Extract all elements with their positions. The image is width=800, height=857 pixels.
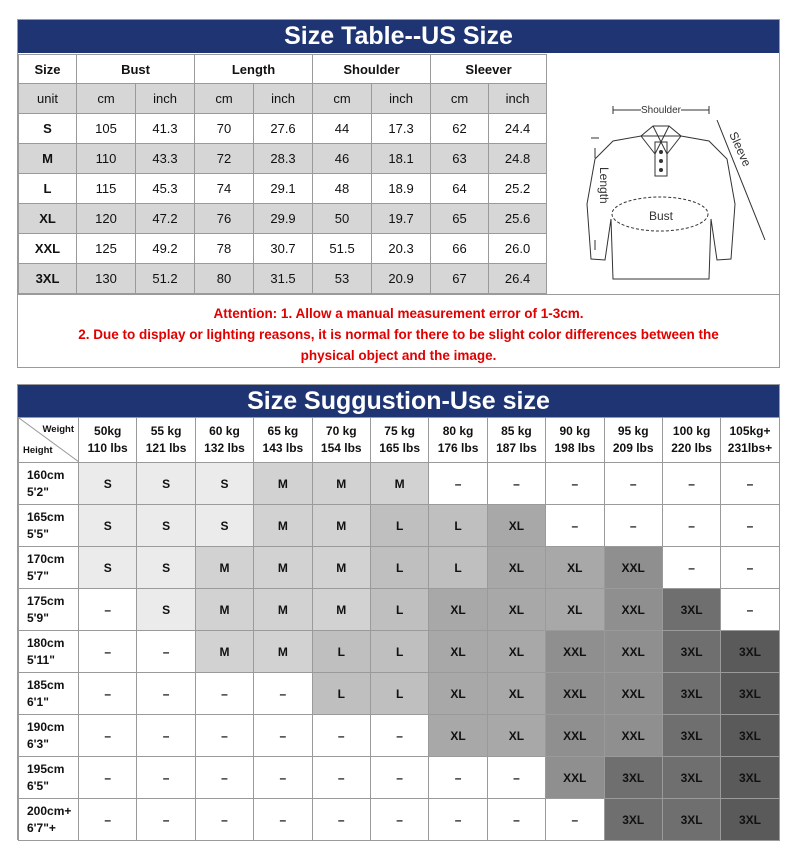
size-cell: XL xyxy=(19,204,77,234)
suggested-size-cell: L xyxy=(370,631,428,673)
suggested-size-cell: XXL xyxy=(546,673,604,715)
suggested-size-cell: S xyxy=(79,505,137,547)
weight-lbs: 231lbs+ xyxy=(727,441,773,455)
suggested-size-cell: L xyxy=(312,673,370,715)
suggested-size-cell: S xyxy=(137,547,195,589)
weight-header-cell xyxy=(137,418,195,463)
height-ft: 5'2" xyxy=(27,484,49,499)
measurement-cell: 29.9 xyxy=(254,204,313,234)
size-suggestion-section xyxy=(17,384,780,840)
suggested-size-cell: – xyxy=(429,757,487,799)
height-header-cell xyxy=(19,757,79,799)
weight-header-row xyxy=(19,418,780,463)
size-row xyxy=(19,234,547,264)
measurement-cell: 24.8 xyxy=(489,144,547,174)
header-sleever: Sleever xyxy=(431,55,547,84)
weight-header-cell xyxy=(487,418,545,463)
weight-kg: 55 kg xyxy=(150,424,182,438)
weight-lbs: 176 lbs xyxy=(437,441,479,455)
measurement-cell: 45.3 xyxy=(136,174,195,204)
suggested-size-cell: – xyxy=(195,757,253,799)
measurement-cell: 41.3 xyxy=(136,114,195,144)
suggested-size-cell: – xyxy=(487,799,545,841)
suggested-size-cell: L xyxy=(370,589,428,631)
weight-lbs: 220 lbs xyxy=(671,441,712,455)
suggested-size-cell: – xyxy=(429,463,487,505)
measurement-cell: 63 xyxy=(431,144,489,174)
suggested-size-cell: M xyxy=(312,463,370,505)
suggested-size-cell: XL xyxy=(429,715,487,757)
suggested-size-cell: M xyxy=(370,463,428,505)
height-ft: 5'9" xyxy=(27,610,49,625)
suggested-size-cell: XL xyxy=(429,631,487,673)
measurement-cell: 70 xyxy=(195,114,254,144)
size-suggestion-title: Size Suggustion-Use size xyxy=(18,385,779,417)
suggested-size-cell: M xyxy=(312,547,370,589)
measurement-cell: 29.1 xyxy=(254,174,313,204)
suggested-size-cell: S xyxy=(79,463,137,505)
suggested-size-cell: – xyxy=(137,715,195,757)
suggested-size-cell: M xyxy=(195,589,253,631)
suggested-size-cell: – xyxy=(370,799,428,841)
suggested-size-cell: 3XL xyxy=(604,757,662,799)
suggested-size-cell: – xyxy=(137,631,195,673)
height-cm: 195cm xyxy=(27,761,65,776)
weight-kg: 95 kg xyxy=(617,424,649,438)
suggested-size-cell: XL xyxy=(487,673,545,715)
suggested-size-cell: S xyxy=(137,463,195,505)
attention-note xyxy=(18,294,779,367)
weight-lbs: 187 lbs xyxy=(496,441,537,455)
suggested-size-cell: XXL xyxy=(604,589,662,631)
suggested-size-cell: – xyxy=(254,715,312,757)
suggested-size-cell: 3XL xyxy=(662,589,720,631)
suggested-size-cell: M xyxy=(254,631,312,673)
measurement-cell: 62 xyxy=(431,114,489,144)
suggested-size-cell: 3XL xyxy=(721,757,779,799)
height-row xyxy=(19,757,780,799)
suggested-size-cell: 3XL xyxy=(721,715,779,757)
height-header-cell xyxy=(19,673,79,715)
height-row xyxy=(19,547,780,589)
measurement-cell: 26.0 xyxy=(489,234,547,264)
height-header-cell xyxy=(19,589,79,631)
suggested-size-cell: XL xyxy=(546,547,604,589)
weight-kg: 80 kg xyxy=(442,424,474,438)
height-ft: 6'7"+ xyxy=(27,820,56,835)
height-ft: 6'5" xyxy=(27,778,49,793)
weight-kg: 100 kg xyxy=(672,424,711,438)
suggested-size-cell: XXL xyxy=(604,547,662,589)
suggested-size-cell: – xyxy=(662,505,720,547)
weight-lbs: 132 lbs xyxy=(204,441,245,455)
suggested-size-cell: XXL xyxy=(604,715,662,757)
height-ft: 5'5" xyxy=(27,526,49,541)
height-cm: 190cm xyxy=(27,719,65,734)
measurement-cell: 46 xyxy=(313,144,372,174)
height-cm: 160cm xyxy=(27,467,65,482)
measurement-cell: 67 xyxy=(431,264,489,294)
diagram-length-label: Length xyxy=(597,167,611,204)
measurement-cell: 78 xyxy=(195,234,254,264)
measurement-cell: 26.4 xyxy=(489,264,547,294)
suggested-size-cell: – xyxy=(79,673,137,715)
suggested-size-cell: 3XL xyxy=(662,799,720,841)
measurement-cell: 120 xyxy=(77,204,136,234)
suggested-size-cell: XL xyxy=(487,715,545,757)
suggested-size-cell: M xyxy=(254,463,312,505)
suggested-size-cell: XXL xyxy=(546,631,604,673)
measurement-cell: 125 xyxy=(77,234,136,264)
size-table-title: Size Table--US Size xyxy=(18,20,779,53)
suggested-size-cell: – xyxy=(721,589,779,631)
measurement-cell: 17.3 xyxy=(372,114,431,144)
weight-kg: 65 kg xyxy=(267,424,299,438)
suggested-size-cell: 3XL xyxy=(721,631,779,673)
size-row xyxy=(19,114,547,144)
measurement-cell: 25.2 xyxy=(489,174,547,204)
weight-header-cell xyxy=(546,418,604,463)
height-header-cell xyxy=(19,715,79,757)
suggested-size-cell: XXL xyxy=(604,631,662,673)
suggested-size-cell: L xyxy=(312,631,370,673)
measurement-cell: 20.9 xyxy=(372,264,431,294)
size-cell: S xyxy=(19,114,77,144)
suggested-size-cell: – xyxy=(546,463,604,505)
header-size: Size xyxy=(19,55,77,84)
suggested-size-cell: – xyxy=(721,505,779,547)
suggested-size-cell: L xyxy=(370,547,428,589)
measurement-cell: 105 xyxy=(77,114,136,144)
measurement-cell: 50 xyxy=(313,204,372,234)
height-cm: 175cm xyxy=(27,593,65,608)
suggested-size-cell: XL xyxy=(487,505,545,547)
suggested-size-cell: L xyxy=(370,505,428,547)
diagram-shoulder-label: Shoulder xyxy=(640,105,682,116)
size-cell: 3XL xyxy=(19,264,77,294)
suggested-size-cell: – xyxy=(254,673,312,715)
suggested-size-cell: XL xyxy=(429,673,487,715)
suggested-size-cell: – xyxy=(370,757,428,799)
weight-header-cell xyxy=(254,418,312,463)
height-cm: 180cm xyxy=(27,635,65,650)
unit-cell: cm xyxy=(77,84,136,114)
measurement-cell: 130 xyxy=(77,264,136,294)
attention-line: 2. Due to display or lighting reasons, it is normal for there to be slight color differences between the xyxy=(78,327,719,342)
suggested-size-cell: – xyxy=(254,757,312,799)
suggested-size-cell: S xyxy=(79,547,137,589)
weight-kg: 85 kg xyxy=(501,424,532,438)
suggested-size-cell: XXL xyxy=(546,715,604,757)
weight-header-cell xyxy=(79,418,137,463)
suggested-size-cell: XXL xyxy=(604,673,662,715)
height-cm: 185cm xyxy=(27,677,65,692)
measurement-cell: 51.5 xyxy=(313,234,372,264)
suggested-size-cell: – xyxy=(721,547,779,589)
measurement-cell: 51.2 xyxy=(136,264,195,294)
height-header-cell xyxy=(19,799,79,841)
suggested-size-cell: M xyxy=(312,505,370,547)
height-ft: 6'3" xyxy=(27,736,49,751)
measurement-cell: 76 xyxy=(195,204,254,234)
suggested-size-cell: – xyxy=(662,463,720,505)
suggested-size-cell: – xyxy=(721,463,779,505)
diagram-bust-label: Bust xyxy=(648,209,674,223)
weight-kg: 75 kg xyxy=(384,424,415,438)
attention-line: physical object and the image. xyxy=(300,348,497,363)
unit-cell: cm xyxy=(195,84,254,114)
suggested-size-cell: – xyxy=(195,673,253,715)
suggested-size-cell: 3XL xyxy=(662,757,720,799)
weight-kg: 50kg xyxy=(94,424,122,438)
size-row xyxy=(19,264,547,294)
suggested-size-cell: 3XL xyxy=(662,715,720,757)
weight-header-cell xyxy=(721,418,779,463)
suggested-size-cell: 3XL xyxy=(604,799,662,841)
measurement-cell: 43.3 xyxy=(136,144,195,174)
weight-lbs: 165 lbs xyxy=(379,441,420,455)
suggested-size-cell: L xyxy=(429,505,487,547)
suggested-size-cell: – xyxy=(487,463,545,505)
weight-kg: 105kg+ xyxy=(729,424,771,438)
suggested-size-cell: S xyxy=(195,463,253,505)
suggested-size-cell: XL xyxy=(487,631,545,673)
size-cell: M xyxy=(19,144,77,174)
suggested-size-cell: – xyxy=(429,799,487,841)
measurement-cell: 44 xyxy=(313,114,372,144)
suggested-size-cell: XL xyxy=(429,589,487,631)
height-header-cell xyxy=(19,463,79,505)
suggested-size-cell: – xyxy=(79,715,137,757)
size-cell: XXL xyxy=(19,234,77,264)
suggested-size-cell: S xyxy=(195,505,253,547)
height-cm: 165cm xyxy=(27,509,65,524)
height-cm: 200cm+ xyxy=(27,803,72,818)
suggested-size-cell: – xyxy=(79,799,137,841)
weight-lbs: 121 lbs xyxy=(145,441,187,455)
height-ft: 5'7" xyxy=(27,568,49,583)
weight-lbs: 209 lbs xyxy=(612,441,654,455)
unit-cell: inch xyxy=(136,84,195,114)
table-corner xyxy=(19,418,79,463)
suggested-size-cell: M xyxy=(254,589,312,631)
size-table-unit-row xyxy=(19,84,547,114)
suggested-size-cell: L xyxy=(370,673,428,715)
corner-height-label: Height xyxy=(23,445,53,456)
suggested-size-cell: M xyxy=(195,631,253,673)
height-row xyxy=(19,673,780,715)
size-table-section xyxy=(17,19,780,368)
weight-header-cell xyxy=(312,418,370,463)
suggested-size-cell: XL xyxy=(487,589,545,631)
measurement-cell: 27.6 xyxy=(254,114,313,144)
suggested-size-cell: – xyxy=(312,757,370,799)
suggested-size-cell: – xyxy=(604,505,662,547)
measurement-cell: 64 xyxy=(431,174,489,204)
measurement-cell: 110 xyxy=(77,144,136,174)
measurement-cell: 20.3 xyxy=(372,234,431,264)
unit-cell: inch xyxy=(254,84,313,114)
size-row xyxy=(19,204,547,234)
suggested-size-cell: 3XL xyxy=(721,799,779,841)
diagram-sleeve-label: Sleeve xyxy=(726,129,754,169)
suggested-size-cell: – xyxy=(137,799,195,841)
measurement-cell: 19.7 xyxy=(372,204,431,234)
weight-header-cell xyxy=(604,418,662,463)
suggested-size-cell: 3XL xyxy=(662,631,720,673)
suggested-size-cell: 3XL xyxy=(721,673,779,715)
measurement-cell: 115 xyxy=(77,174,136,204)
height-row xyxy=(19,715,780,757)
measurement-cell: 28.3 xyxy=(254,144,313,174)
height-row xyxy=(19,631,780,673)
height-row xyxy=(19,463,780,505)
measurement-cell: 65 xyxy=(431,204,489,234)
attention-line: Attention: 1. Allow a manual measurement error of 1-3cm. xyxy=(213,306,584,321)
suggested-size-cell: – xyxy=(195,715,253,757)
weight-header-cell xyxy=(370,418,428,463)
suggested-size-cell: XXL xyxy=(546,757,604,799)
size-suggestion-table xyxy=(18,417,780,841)
suggested-size-cell: – xyxy=(137,673,195,715)
unit-cell: inch xyxy=(489,84,547,114)
suggested-size-cell: M xyxy=(254,547,312,589)
weight-kg: 70 kg xyxy=(325,424,357,438)
size-row xyxy=(19,174,547,204)
suggested-size-cell: – xyxy=(546,505,604,547)
suggested-size-cell: M xyxy=(254,505,312,547)
height-header-cell xyxy=(19,631,79,673)
suggested-size-cell: L xyxy=(429,547,487,589)
weight-kg: 60 kg xyxy=(209,424,240,438)
measurement-cell: 48 xyxy=(313,174,372,204)
size-cell: L xyxy=(19,174,77,204)
suggested-size-cell: S xyxy=(137,589,195,631)
measurement-cell: 53 xyxy=(313,264,372,294)
header-length: Length xyxy=(195,55,313,84)
suggested-size-cell: – xyxy=(195,799,253,841)
weight-lbs: 143 lbs xyxy=(262,441,304,455)
weight-kg: 90 kg xyxy=(559,424,591,438)
header-shoulder: Shoulder xyxy=(313,55,431,84)
suggested-size-cell: XL xyxy=(487,547,545,589)
suggested-size-cell: – xyxy=(487,757,545,799)
height-cm: 170cm xyxy=(27,551,65,566)
suggested-size-cell: – xyxy=(662,547,720,589)
height-row xyxy=(19,589,780,631)
suggested-size-cell: M xyxy=(195,547,253,589)
corner-weight-label: Weight xyxy=(42,424,74,435)
measurement-cell: 72 xyxy=(195,144,254,174)
measurement-cell: 74 xyxy=(195,174,254,204)
suggested-size-cell: XL xyxy=(546,589,604,631)
weight-header-cell xyxy=(662,418,720,463)
suggested-size-cell: – xyxy=(546,799,604,841)
height-header-cell xyxy=(19,505,79,547)
suggested-size-cell: – xyxy=(79,589,137,631)
measurement-cell: 30.7 xyxy=(254,234,313,264)
suggested-size-cell: S xyxy=(137,505,195,547)
height-row xyxy=(19,799,780,841)
measurement-cell: 18.9 xyxy=(372,174,431,204)
shirt-measurement-diagram xyxy=(546,54,779,294)
suggested-size-cell: M xyxy=(312,589,370,631)
unit-cell: cm xyxy=(431,84,489,114)
weight-header-cell xyxy=(429,418,487,463)
size-table-header-row xyxy=(19,55,547,84)
shirt-diagram-svg xyxy=(547,54,779,294)
measurement-cell: 80 xyxy=(195,264,254,294)
measurement-cell: 49.2 xyxy=(136,234,195,264)
size-row xyxy=(19,144,547,174)
weight-header-cell xyxy=(195,418,253,463)
weight-lbs: 198 lbs xyxy=(554,441,596,455)
measurement-cell: 18.1 xyxy=(372,144,431,174)
height-header-cell xyxy=(19,547,79,589)
unit-label: unit xyxy=(19,84,77,114)
header-bust: Bust xyxy=(77,55,195,84)
height-row xyxy=(19,505,780,547)
measurement-cell: 25.6 xyxy=(489,204,547,234)
suggested-size-cell: – xyxy=(370,715,428,757)
suggested-size-cell: – xyxy=(604,463,662,505)
measurement-cell: 31.5 xyxy=(254,264,313,294)
suggested-size-cell: – xyxy=(254,799,312,841)
suggested-size-cell: – xyxy=(79,631,137,673)
weight-lbs: 154 lbs xyxy=(320,441,362,455)
weight-lbs: 110 lbs xyxy=(87,441,128,455)
measurement-cell: 47.2 xyxy=(136,204,195,234)
measurement-cell: 24.4 xyxy=(489,114,547,144)
suggested-size-cell: – xyxy=(312,799,370,841)
suggested-size-cell: – xyxy=(137,757,195,799)
suggested-size-cell: 3XL xyxy=(662,673,720,715)
height-ft: 6'1" xyxy=(27,694,49,709)
suggested-size-cell: – xyxy=(312,715,370,757)
unit-cell: inch xyxy=(372,84,431,114)
suggested-size-cell: – xyxy=(79,757,137,799)
measurement-cell: 66 xyxy=(431,234,489,264)
height-ft: 5'11" xyxy=(27,652,55,667)
size-table xyxy=(18,54,547,294)
unit-cell: cm xyxy=(313,84,372,114)
